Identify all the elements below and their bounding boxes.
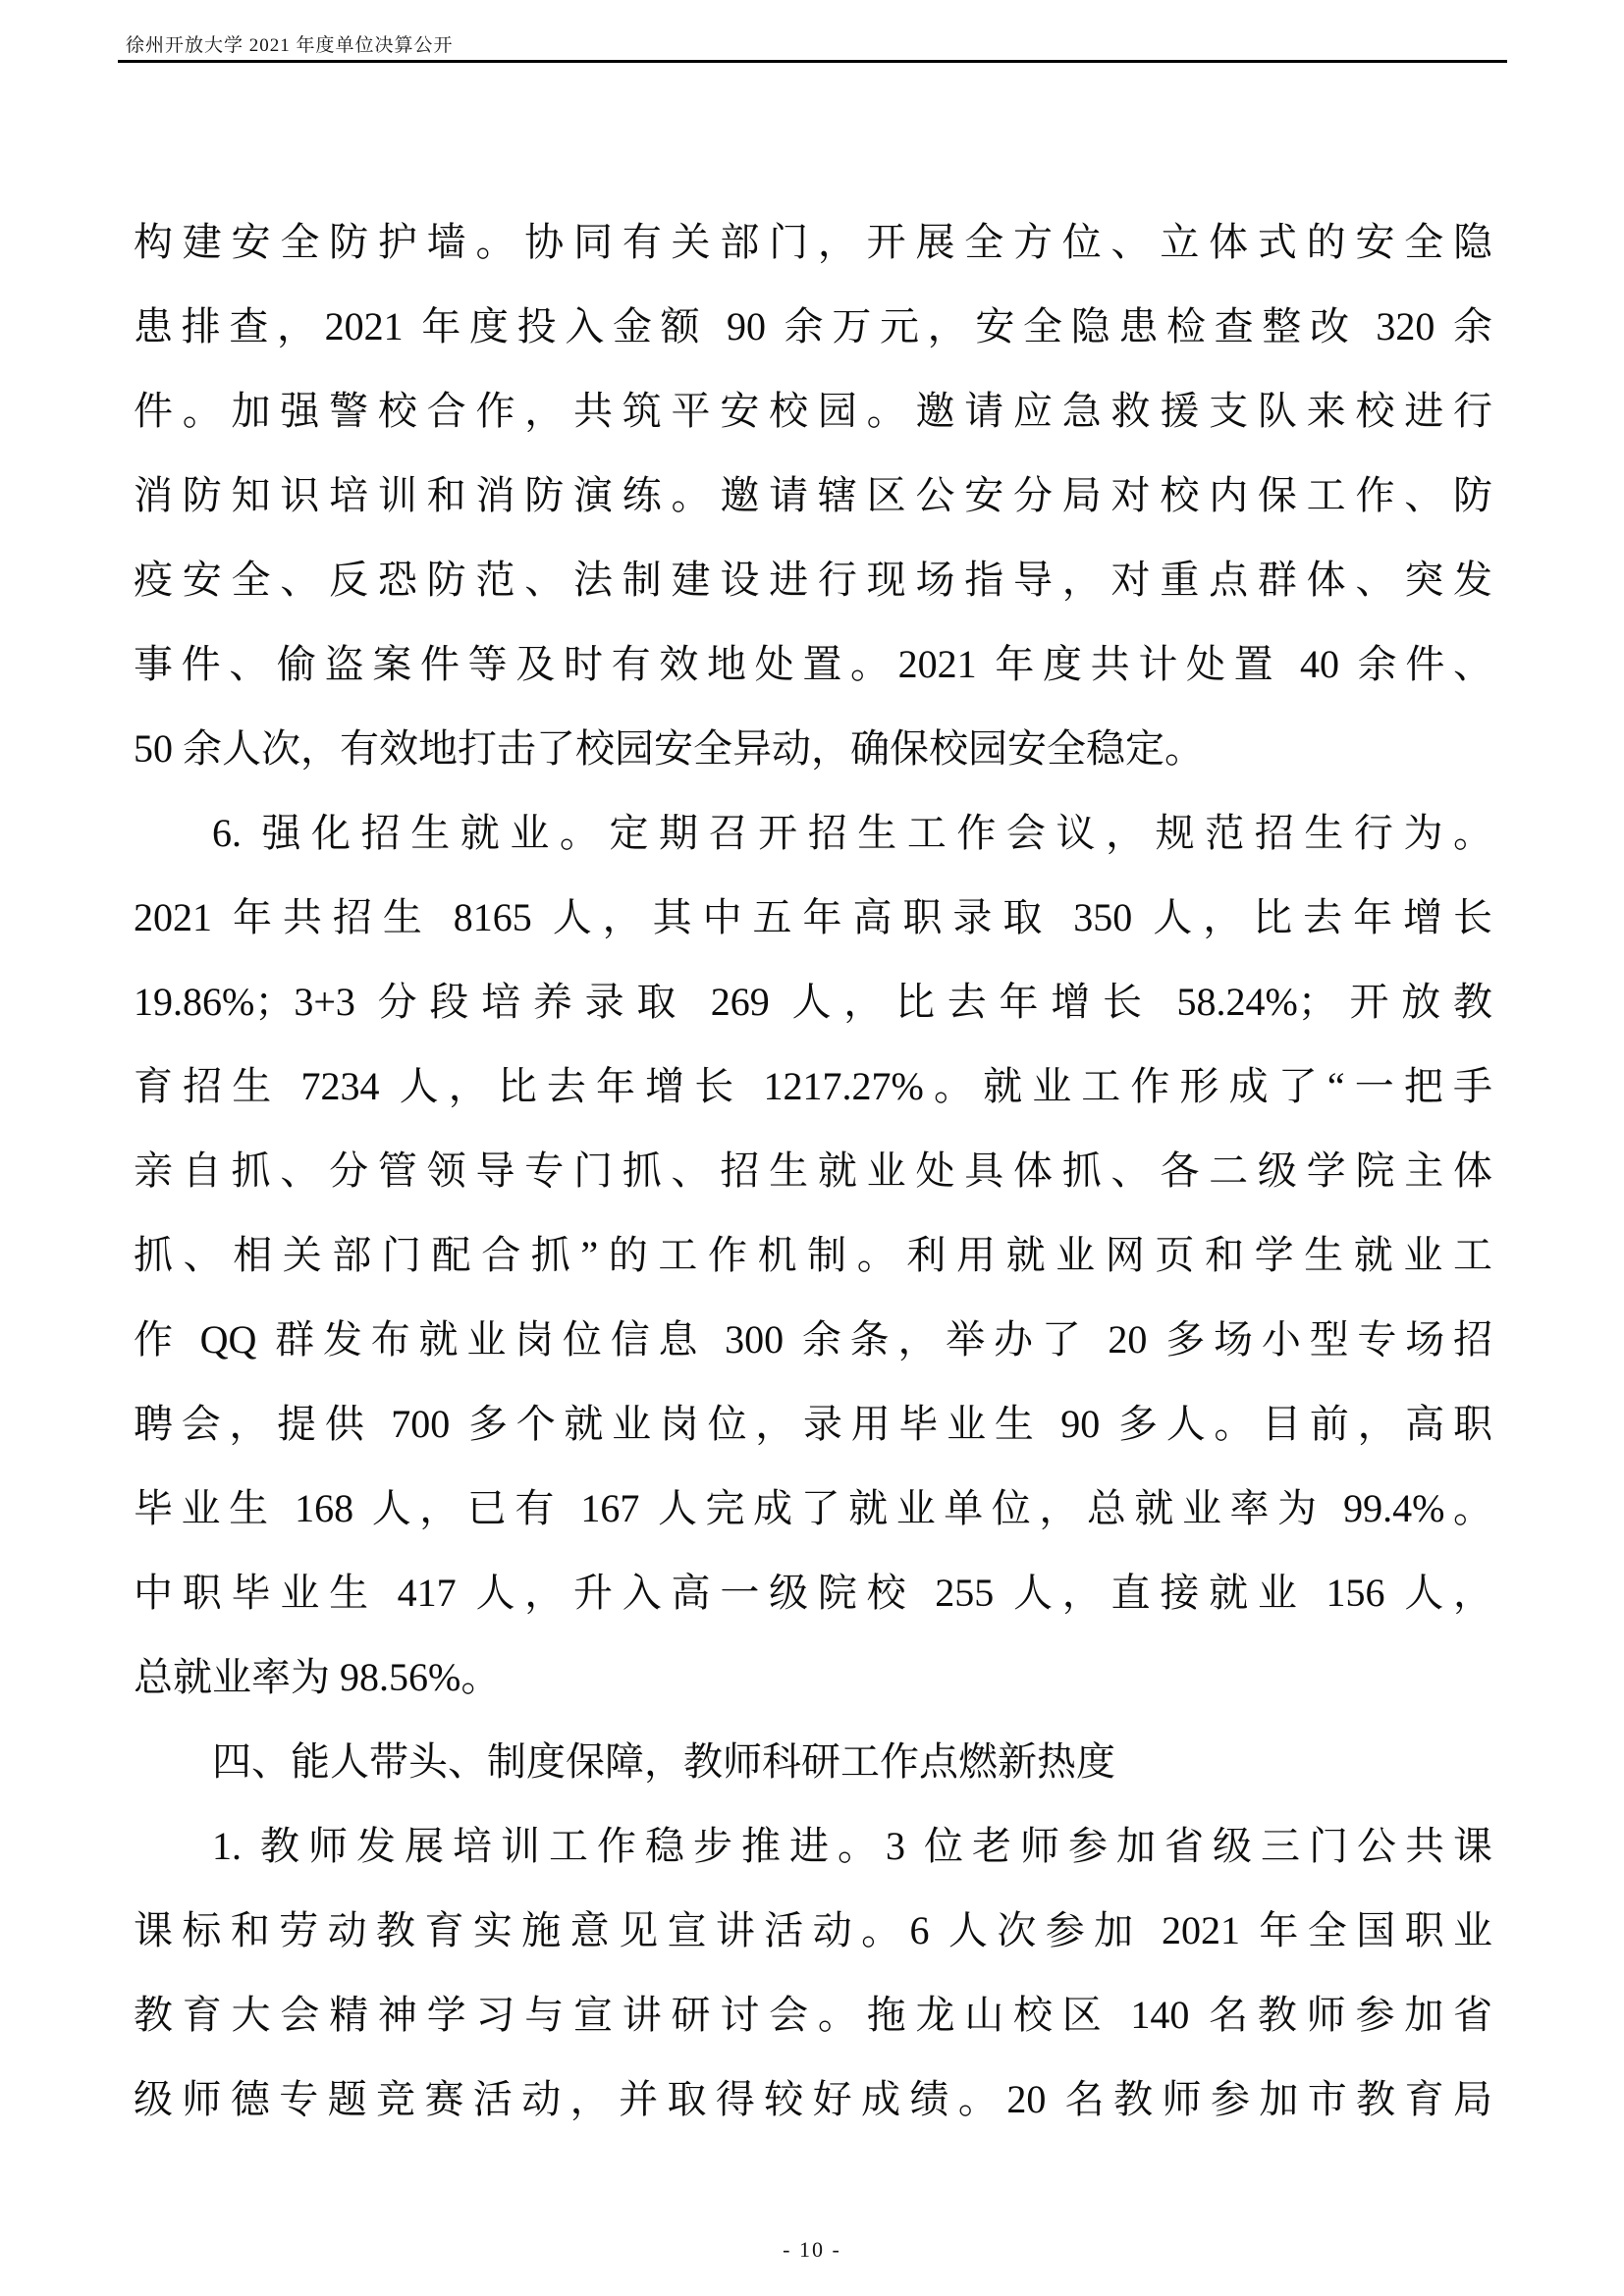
text-line: 抓、相关部门配合抓”的工作机制。利用就业网页和学生就业工 bbox=[134, 1233, 1492, 1277]
text-line: 课标和劳动教育实施意见宣讲活动。6 人次参加 2021 年全国职业 bbox=[134, 1908, 1492, 1952]
text-line: 中职毕业生 417 人，升入高一级院校 255 人，直接就业 156 人， bbox=[134, 1571, 1492, 1615]
text-line: 患排查，2021 年度投入金额 90 余万元，安全隐患检查整改 320 余 bbox=[134, 304, 1492, 348]
page-footer bbox=[0, 2237, 1624, 2263]
text-line: 19.86%；3+3 分段培养录取 269 人，比去年增长 58.24%；开放教 bbox=[134, 980, 1492, 1024]
text-line: 级师德专题竞赛活动，并取得较好成绩。20 名教师参加市教育局 bbox=[134, 2077, 1492, 2121]
text-line: 教育大会精神学习与宣讲研讨会。拖龙山校区 140 名教师参加省 bbox=[134, 1993, 1492, 2037]
document-body bbox=[134, 200, 1492, 2142]
text-line: 聘会，提供 700 多个就业岗位，录用毕业生 90 多人。目前，高职 bbox=[134, 1402, 1492, 1446]
section-heading: 四、能人带头、制度保障，教师科研工作点燃新热度 bbox=[212, 1739, 1115, 1784]
text-line: 50 余人次，有效地打击了校园安全异动，确保校园安全稳定。 bbox=[134, 726, 1204, 771]
text-line: 2021 年共招生 8165 人，其中五年高职录取 350 人，比去年增长 bbox=[134, 895, 1492, 939]
text-line: 1. 教师发展培训工作稳步推进。3 位老师参加省级三门公共课 bbox=[212, 1824, 1492, 1868]
text-line: 件。加强警校合作，共筑平安校园。邀请应急救援支队来校进行 bbox=[134, 389, 1492, 433]
text-line: 毕业生 168 人，已有 167 人完成了就业单位，总就业率为 99.4%。 bbox=[134, 1486, 1492, 1530]
text-line: 疫安全、反恐防范、法制建设进行现场指导，对重点群体、突发 bbox=[134, 558, 1492, 602]
text-line: 6. 强化招生就业。定期召开招生工作会议，规范招生行为。 bbox=[212, 811, 1492, 855]
text-line: 作 QQ 群发布就业岗位信息 300 余条，举办了 20 多场小型专场招 bbox=[134, 1317, 1492, 1362]
page-header-title: 徐州开放大学 2021 年度单位决算公开 bbox=[126, 35, 454, 56]
text-line: 亲自抓、分管领导专门抓、招生就业处具体抓、各二级学院主体 bbox=[134, 1148, 1492, 1193]
text-line: 构建安全防护墙。协同有关部门，开展全方位、立体式的安全隐 bbox=[134, 220, 1492, 264]
text-line: 事件、偷盗案件等及时有效地处置。2021 年度共计处置 40 余件、 bbox=[134, 642, 1492, 686]
text-line: 育招生 7234 人，比去年增长 1217.27%。就业工作形成了“一把手 bbox=[134, 1064, 1492, 1108]
page-number: - 10 - bbox=[783, 2237, 841, 2262]
text-line: 消防知识培训和消防演练。邀请辖区公安分局对校内保工作、防 bbox=[134, 473, 1492, 517]
header-divider bbox=[118, 60, 1507, 63]
text-line: 总就业率为 98.56%。 bbox=[134, 1655, 501, 1699]
